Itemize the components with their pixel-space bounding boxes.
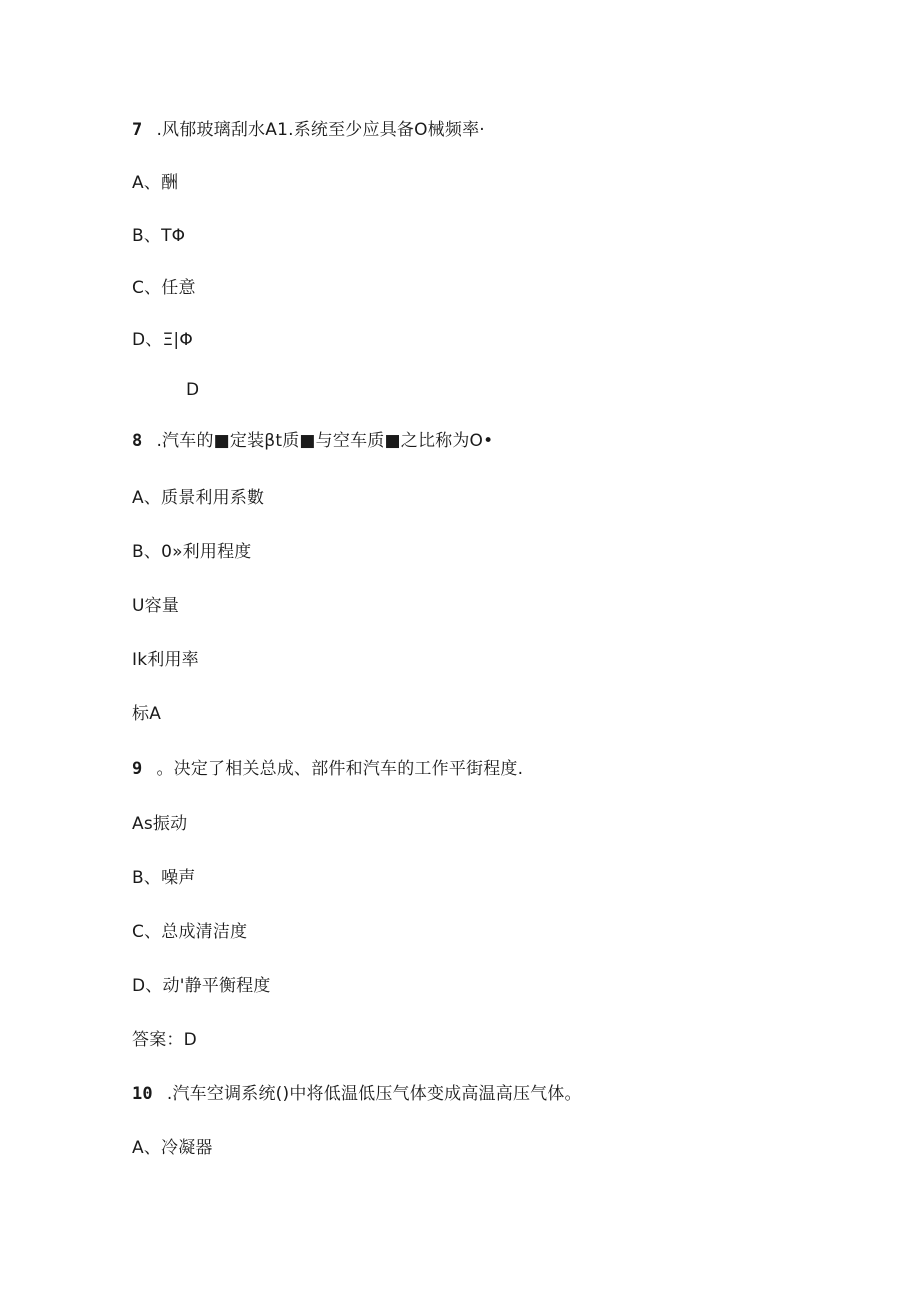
question-text: 。决定了相关总成、部件和汽车的工作平街程度. — [156, 759, 524, 779]
answer: 答案：D — [132, 1030, 197, 1050]
question-text: .风郁玻璃刮水A1.系统至少应具备O械频率· — [156, 120, 485, 140]
question-7 — [132, 119, 485, 141]
question-text: .汽车的■定装βt质■与空车质■之比称为O• — [156, 431, 494, 451]
option-a: A、冷凝器 — [132, 1138, 213, 1158]
answer: D — [186, 380, 200, 400]
question-8 — [132, 430, 493, 452]
question-number: 8 — [132, 431, 143, 451]
option-b: B、噪声 — [132, 868, 196, 888]
option-a: A、酬 — [132, 173, 179, 193]
option-c: U容量 — [132, 596, 180, 616]
question-text: .汽车空调系统()中将低温低压气体变成高温高压气体。 — [166, 1084, 582, 1104]
answer: 标A — [132, 704, 162, 724]
question-10 — [132, 1083, 582, 1105]
option-d: D、动'静平衡程度 — [132, 976, 271, 996]
option-b: B、0»利用程度 — [132, 542, 252, 562]
option-c: C、任意 — [132, 278, 196, 298]
option-c: C、总成清洁度 — [132, 922, 248, 942]
question-number: 9 — [132, 759, 143, 779]
option-d: D、Ξ|Φ — [132, 330, 193, 350]
question-number: 7 — [132, 120, 143, 140]
option-d: Ik利用率 — [132, 650, 199, 670]
question-number: 10 — [132, 1084, 153, 1104]
option-a: As振动 — [132, 814, 188, 834]
option-a: A、质景利用系數 — [132, 488, 265, 508]
option-b: B、TΦ — [132, 226, 186, 246]
question-9 — [132, 758, 523, 780]
